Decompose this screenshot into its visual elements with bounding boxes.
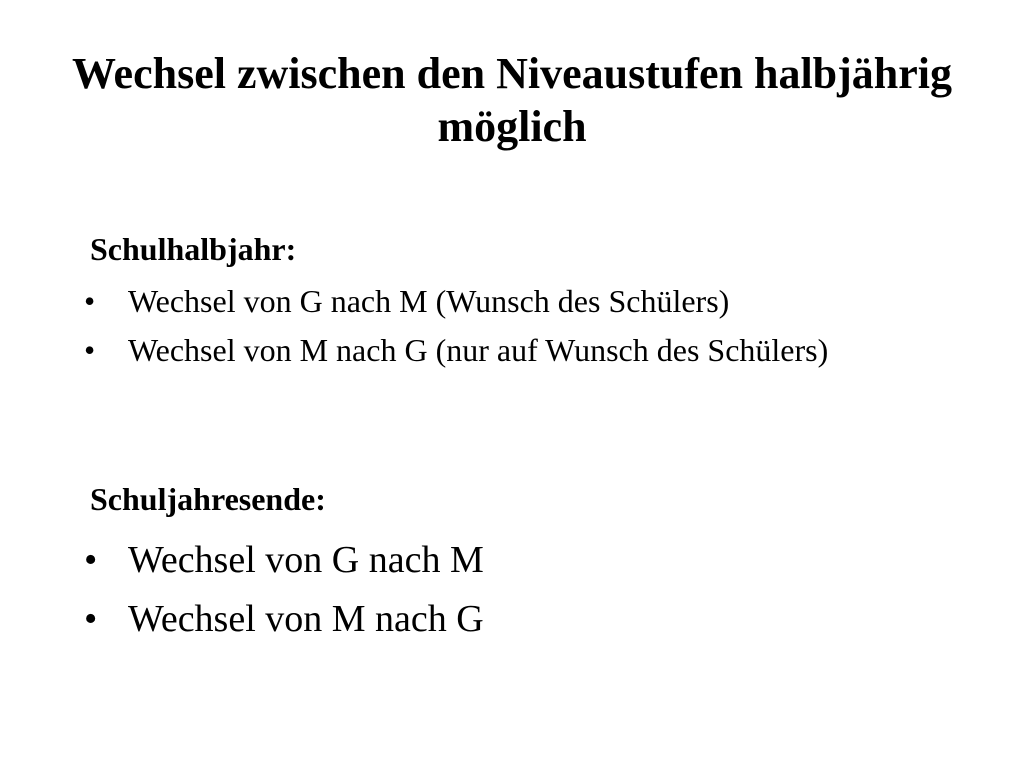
list-item	[84, 282, 944, 320]
bullet-icon: •	[84, 597, 98, 640]
bullet-icon: •	[84, 283, 96, 319]
list-item	[84, 538, 944, 584]
list-item-text: Wechsel von M nach G (nur auf Wunsch des Schülers)	[128, 332, 829, 369]
list-item	[84, 331, 944, 369]
section-heading-schulhalbjahr: Schulhalbjahr:	[90, 231, 297, 267]
list-item	[84, 597, 944, 643]
list-item-text: Wechsel von M nach G	[128, 597, 484, 640]
list-item-text: Wechsel von G nach M	[128, 539, 484, 581]
bullet-icon: •	[84, 539, 98, 581]
bullet-icon: •	[84, 332, 96, 369]
section-heading-schuljahresende: Schuljahresende:	[90, 481, 326, 517]
slide-title: Wechsel zwischen den Niveaustufen halbjährig möglich	[71, 49, 953, 151]
bullet-list-schulhalbjahr	[84, 282, 944, 381]
bullet-list-schuljahresende	[84, 538, 944, 655]
list-item-text: Wechsel von G nach M (Wunsch des Schülers)	[128, 283, 730, 319]
